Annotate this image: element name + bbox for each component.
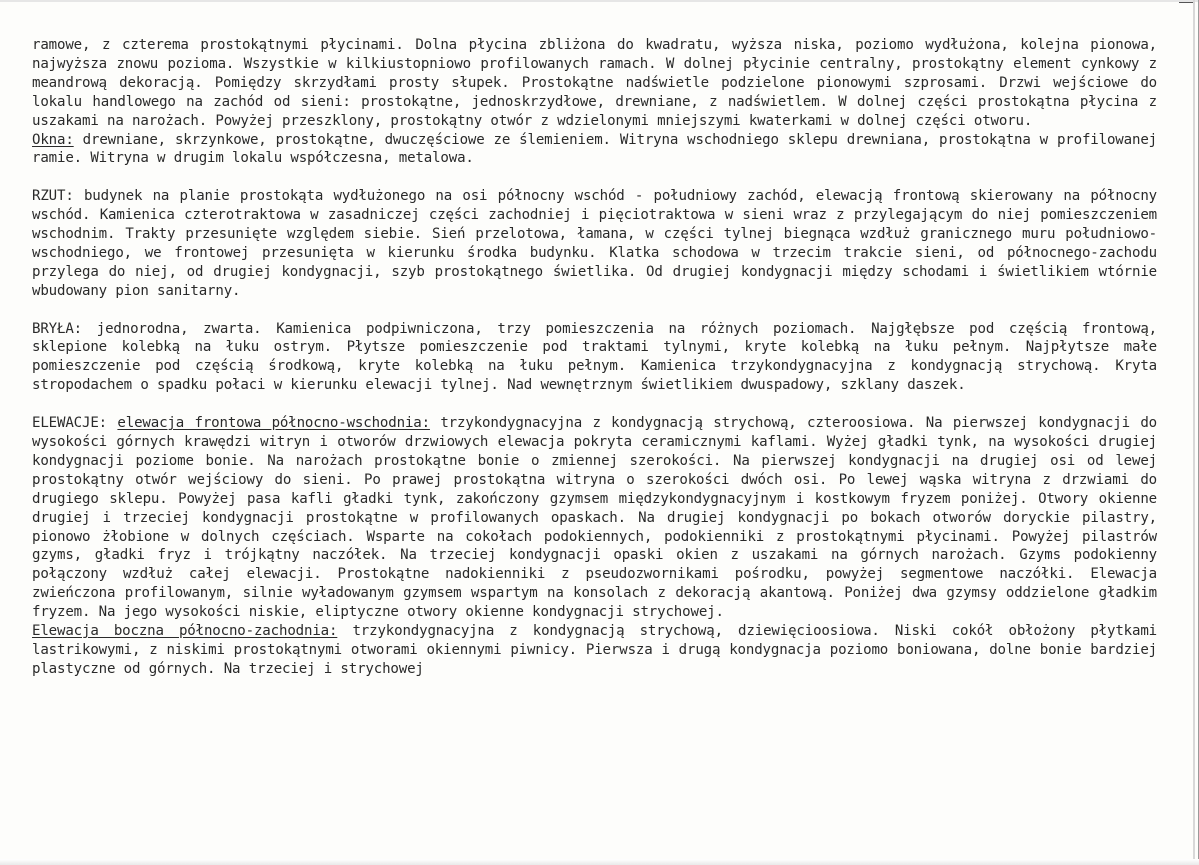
plan-paragraph — [32, 187, 1157, 300]
plan-text: RZUT: budynek na planie prostokąta wydłużonego na osi północny wschód - południowy zachód, elewacją frontową skierowany na północny wschód. Kamienica czterotraktowa w zasadniczej części zachodniej i pięciotraktowa w sieni wraz z przylegającym do niej pomieszczeniem wschodnim. Trakty przesunięte względem siebie. Sień przelotowa, łamana, w części tylnej biegnąca wzdłuż granicznego muru południowo-wschodniego, we frontowej przesunięta w kierunku środka budynku. Klatka schodowa w trzecim trakcie sieni, od północnego-zachodu przylega do niej, od drugiej kondygnacji, szyb prostokątnego świetlika. Od drugiej kondygnacji między schodami i świetlikiem wtórnie wbudowany pion sanitarny. — [32, 188, 1157, 299]
scan-edge-bottom — [0, 859, 1199, 865]
side-elevation-label: Elewacja boczna północno-zachodnia: — [32, 623, 338, 640]
scan-edge-right — [1193, 0, 1195, 865]
windows-label: Okna: — [32, 131, 74, 148]
massing-paragraph — [32, 320, 1157, 396]
typed-text-body — [32, 36, 1157, 679]
scan-edge-top — [0, 0, 1199, 2]
paragraph-gap — [32, 168, 1157, 187]
elevations-prefix: ELEWACJE: — [32, 415, 118, 432]
front-elevation-label: elewacja frontowa północno-wschodnia: — [117, 415, 430, 432]
massing-text: BRYŁA: jednorodna, zwarta. Kamienica podpiwniczona, trzy pomieszczenia na różnych poziomach. Najgłębsze pod częścią frontową, sklepione kolebką na łuku ostrym. Płytsze pomieszczenie pod traktami tylnymi, kryte kolebką na łuku pełnym. Najpłytsze małe pomieszczenie pod częścią środkową, kryte kolebką na łuku pełnym. Kamienica trzykondygnacyjna z kondygnacją strychową. Kryta stropodachem o spadku połaci w kierunku elewacji tylnej. Nad wewnętrznym świetlikiem dwuspadowy, szklany daszek. — [32, 320, 1157, 394]
paragraph-gap — [32, 301, 1157, 320]
front-elevation-text: trzykondygnacyjna z kondygnacją strychową, czteroosiowa. Na pierwszej kondygnacji do wysokości górnych krawędzi witryn i otworów drzwiowych elewacja pokryta ceramicznymi kaflami. Wyżej gładki tynk, na wysokości drugiej kondygnacji poziome bonie. Na narożach prostokątne bonie o zmiennej szerokości. Na pierwszej kondygnacji na drugiej osi od lewej prostokątny otwór wejściowy do sieni. Po prawej prostokątna witryna o szerokości dwóch osi. Po lewej wąska witryna z drzwiami do drugiego sklepu. Powyżej pasa kafli gładki tynk, zakończony gzymsem międzykondygnacyjnym i kostkowym fryzem poniżej. Otwory okienne drugiej i trzeciej kondygnacji prostokątne w profilowanych opaskach. Na drugiej kondygnacji po bokach otworów doryckie pilastry, pionowo żłobione w dolnych częściach. Wsparte na cokołach podokiennych, podokienniki z prostokątnymi płycinami. Powyżej pilastrów gzyms, gładki fryz i trójkątny naczółek. Na trzeciej kondygnacji opaski okien z uszakami na górnych narożach. Gzyms podokienny połączony wzdłuż całej elewacji. Prostokątne nadokienniki z pseudozwornikami pośrodku, powyżej segmentowe naczółki. Elewacja zwieńczona profilowanym, silnie wyładowanym gzymsem wspartym na konsolach z dekoracją akantową. Poniżej dwa gzymsy oddzielone gładkim fryzem. Na jego wysokości niskie, eliptyczne otwory okienne kondygnacji strychowej. — [32, 415, 1157, 621]
windows-text: drewniane, skrzynkowe, prostokątne, dwuczęściowe ze ślemieniem. Witryna wschodniego sklepu drewniana, prostokątna w profilowanej ramie. Witryna w drugim lokalu współczesna, metalowa. — [32, 131, 1157, 167]
paragraph-gap — [32, 395, 1157, 414]
side-elevation-text: trzykondygnacyjna z kondygnacją strychową, dziewięcioosiowa. Niski cokół obłożony płytkami lastrikowymi, z niskimi prostokątnymi otworami okiennymi piwnicy. Pierwsza i drugą kondygnacja poziomo boniowana, dolne bonie bardziej plastyczne od górnych. Na trzeciej i strychowej — [32, 623, 1157, 677]
doors-text: ramowe, z czterema prostokątnymi płycinami. Dolna płycina zbliżona do kwadratu, wyższa niska, poziomo wydłużona, kolejna pionowa, najwyższa znowu pozioma. Wszystkie w kilkiustopniowo profilowanych ramach. W dolnej płycinie centralny, prostokątny element cynkowy z meandrową dekoracją. Pomiędzy skrzydłami prosty słupek. Prostokątne nadświetle podzielone pionowymi szprosami. Drzwi wejściowe do lokalu handlowego na zachód od sieni: prostokątne, jednoskrzydłowe, drewniane, z nadświetlem. W dolnej części prostokątna płycina z uszakami na narożach. Powyżej przeszklony, prostokątny otwór z wdzielonymi mniejszymi kwaterkami w dolnej części otworu. — [32, 37, 1157, 129]
elevations-paragraph — [32, 414, 1157, 679]
doors-paragraph — [32, 36, 1157, 168]
